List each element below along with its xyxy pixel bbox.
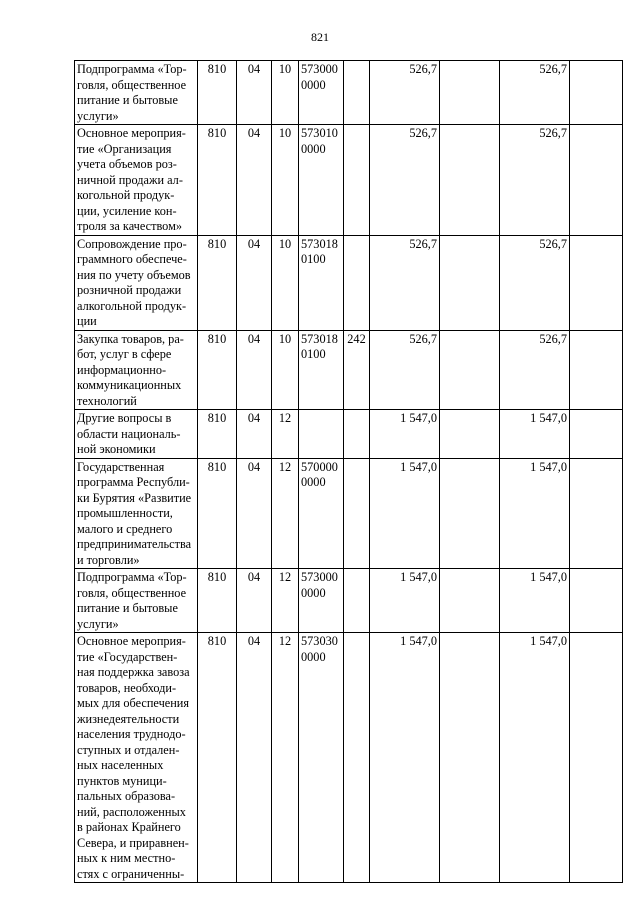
cell-name-line: ступных и отдален-: [77, 742, 180, 757]
cell-empty-1: [440, 458, 500, 569]
cell-name-line: ции: [77, 314, 97, 328]
cell-gr: 810: [198, 458, 237, 569]
cell-vr: 242: [344, 330, 370, 410]
cell-csr-line: 0000: [301, 141, 326, 156]
cell-csr-line: 0000: [301, 649, 326, 664]
cell-name-line: учета объемов роз-: [77, 157, 177, 171]
cell-name-line: розничной продажи: [77, 283, 182, 297]
cell-rz: 04: [237, 125, 272, 236]
cell-pr: 12: [272, 458, 299, 569]
cell-csr-line: 573000: [301, 62, 338, 76]
cell-name-line: алкогольной продук-: [77, 298, 187, 313]
cell-name-line: предпринимательства: [77, 537, 192, 551]
cell-csr-line: 0000: [301, 585, 326, 600]
cell-name-line: жизнедеятельности: [77, 711, 180, 726]
cell-name-line: бот, услуг в сфере: [77, 347, 172, 361]
cell-csr: [299, 569, 344, 633]
cell-empty-2: [570, 125, 623, 236]
cell-name-line: ной экономики: [77, 442, 156, 456]
cell-name: [75, 125, 198, 236]
cell-name-line: тие «Организация: [77, 141, 172, 156]
table-row: [75, 61, 623, 125]
cell-sum-1: 1 547,0: [370, 633, 440, 883]
cell-name-line: ции, усиление кон-: [77, 203, 177, 218]
cell-name-line: информационно-: [77, 362, 167, 377]
cell-vr: [344, 235, 370, 330]
cell-pr: 12: [272, 410, 299, 459]
cell-empty-2: [570, 410, 623, 459]
cell-csr-line: 0100: [301, 347, 326, 361]
cell-vr: [344, 569, 370, 633]
page-number: 821: [311, 30, 329, 44]
table-row: [75, 633, 623, 883]
cell-rz: 04: [237, 61, 272, 125]
cell-name-line: Подпрограмма «Тор-: [77, 62, 187, 76]
cell-name-line: тие «Государствен-: [77, 649, 178, 664]
cell-rz: 04: [237, 235, 272, 330]
cell-sum-2: 1 547,0: [500, 410, 570, 459]
cell-empty-2: [570, 569, 623, 633]
cell-pr: 12: [272, 633, 299, 883]
cell-name-line: ничной продажи ал-: [77, 172, 183, 187]
cell-name-line: говля, общественное: [77, 77, 187, 92]
cell-sum-2: 526,7: [500, 330, 570, 410]
cell-name: [75, 569, 198, 633]
cell-gr: 810: [198, 569, 237, 633]
cell-name-line: говля, общественное: [77, 585, 187, 600]
table-row: [75, 235, 623, 330]
cell-csr: [299, 633, 344, 883]
cell-sum-2: 526,7: [500, 235, 570, 330]
cell-empty-1: [440, 633, 500, 883]
cell-rz: 04: [237, 458, 272, 569]
cell-name-line: Подпрограмма «Тор-: [77, 570, 187, 584]
cell-sum-1: 526,7: [370, 61, 440, 125]
cell-name-line: малого и среднего: [77, 521, 173, 536]
cell-name-line: питание и бытовые: [77, 601, 178, 615]
cell-rz: 04: [237, 569, 272, 633]
cell-sum-1: 1 547,0: [370, 569, 440, 633]
cell-rz: 04: [237, 633, 272, 883]
cell-name-line: программа Республи-: [77, 475, 190, 489]
cell-name-line: троля за качеством»: [77, 219, 183, 233]
cell-empty-2: [570, 458, 623, 569]
budget-table: [74, 60, 623, 883]
cell-gr: 810: [198, 235, 237, 330]
cell-pr: 12: [272, 569, 299, 633]
cell-sum-1: 1 547,0: [370, 458, 440, 569]
cell-vr: [344, 61, 370, 125]
cell-sum-1: 1 547,0: [370, 410, 440, 459]
cell-empty-1: [440, 410, 500, 459]
cell-vr: [344, 410, 370, 459]
cell-vr: [344, 458, 370, 569]
cell-name-line: питание и бытовые: [77, 93, 178, 107]
cell-name-line: Закупка товаров, ра-: [77, 331, 184, 346]
table-row: [75, 410, 623, 459]
cell-name: [75, 235, 198, 330]
cell-name: [75, 458, 198, 569]
cell-empty-2: [570, 633, 623, 883]
cell-name: [75, 61, 198, 125]
table-row: [75, 458, 623, 569]
cell-pr: 10: [272, 330, 299, 410]
cell-name-line: пунктов муници-: [77, 773, 167, 788]
cell-name-line: Основное мероприя-: [77, 634, 186, 648]
cell-name-line: ная поддержка завоза: [77, 665, 190, 679]
cell-name-line: и торговли»: [77, 552, 140, 567]
cell-csr: [299, 330, 344, 410]
cell-sum-1: 526,7: [370, 330, 440, 410]
cell-sum-2: 1 547,0: [500, 569, 570, 633]
cell-name-line: услуги»: [77, 616, 119, 631]
cell-csr-line: 573018: [301, 331, 338, 346]
cell-gr: 810: [198, 633, 237, 883]
cell-csr-line: 573000: [301, 570, 338, 584]
cell-rz: 04: [237, 410, 272, 459]
cell-name-line: коммуникационных: [77, 378, 182, 392]
cell-vr: [344, 125, 370, 236]
cell-name-line: ки Бурятия «Развитие: [77, 490, 192, 505]
cell-pr: 10: [272, 125, 299, 236]
cell-csr-line: 573010: [301, 126, 338, 140]
cell-name-line: Сопровождение про-: [77, 236, 187, 251]
cell-name-line: промышленности,: [77, 506, 173, 520]
cell-name-line: мых для обеспечения: [77, 696, 190, 710]
cell-gr: 810: [198, 410, 237, 459]
cell-csr: [299, 458, 344, 569]
cell-csr-line: 0100: [301, 252, 326, 266]
cell-name: [75, 330, 198, 410]
cell-pr: 10: [272, 61, 299, 125]
cell-rz: 04: [237, 330, 272, 410]
cell-gr: 810: [198, 125, 237, 236]
cell-empty-1: [440, 569, 500, 633]
cell-csr-line: 573018: [301, 236, 338, 251]
cell-gr: 810: [198, 61, 237, 125]
cell-name-line: граммного обеспече-: [77, 252, 187, 266]
cell-name-line: области националь-: [77, 426, 181, 441]
cell-csr: [299, 235, 344, 330]
cell-name-line: стях с ограниченны-: [77, 866, 185, 881]
cell-name-line: товаров, необходи-: [77, 680, 177, 695]
cell-name: [75, 410, 198, 459]
cell-sum-2: 1 547,0: [500, 458, 570, 569]
table-row: [75, 330, 623, 410]
cell-empty-1: [440, 125, 500, 236]
cell-empty-2: [570, 61, 623, 125]
cell-name-line: пальных образова-: [77, 789, 176, 803]
cell-name-line: когольной продук-: [77, 188, 175, 202]
cell-csr: [299, 410, 344, 459]
cell-csr-line: 573030: [301, 634, 338, 648]
cell-name-line: технологий: [77, 393, 137, 408]
cell-sum-2: 526,7: [500, 61, 570, 125]
cell-csr: [299, 125, 344, 236]
table-row: [75, 569, 623, 633]
cell-name-line: услуги»: [77, 108, 119, 123]
cell-name-line: населения труднодо-: [77, 727, 186, 741]
cell-empty-2: [570, 330, 623, 410]
cell-sum-2: 1 547,0: [500, 633, 570, 883]
cell-csr-line: 570000: [301, 459, 338, 474]
cell-name-line: Другие вопросы в: [77, 411, 172, 425]
cell-sum-2: 526,7: [500, 125, 570, 236]
cell-empty-2: [570, 235, 623, 330]
cell-sum-1: 526,7: [370, 235, 440, 330]
cell-name-line: в районах Крайнего: [77, 820, 181, 834]
cell-name-line: ных к ним местно-: [77, 851, 176, 865]
cell-vr: [344, 633, 370, 883]
cell-name: [75, 633, 198, 883]
cell-empty-1: [440, 61, 500, 125]
cell-empty-1: [440, 235, 500, 330]
cell-empty-1: [440, 330, 500, 410]
cell-name-line: ных населенных: [77, 758, 164, 772]
cell-sum-1: 526,7: [370, 125, 440, 236]
cell-csr-line: 0000: [301, 77, 326, 92]
cell-csr: [299, 61, 344, 125]
cell-name-line: Основное мероприя-: [77, 126, 186, 140]
cell-name-line: Государственная: [77, 459, 165, 474]
cell-name-line: Севера, и приравнен-: [77, 835, 189, 850]
cell-csr-line: 0000: [301, 475, 326, 489]
cell-pr: 10: [272, 235, 299, 330]
cell-gr: 810: [198, 330, 237, 410]
table-row: [75, 125, 623, 236]
cell-name-line: ний, расположенных: [77, 804, 186, 819]
cell-name-line: ния по учету объемов: [77, 267, 191, 282]
